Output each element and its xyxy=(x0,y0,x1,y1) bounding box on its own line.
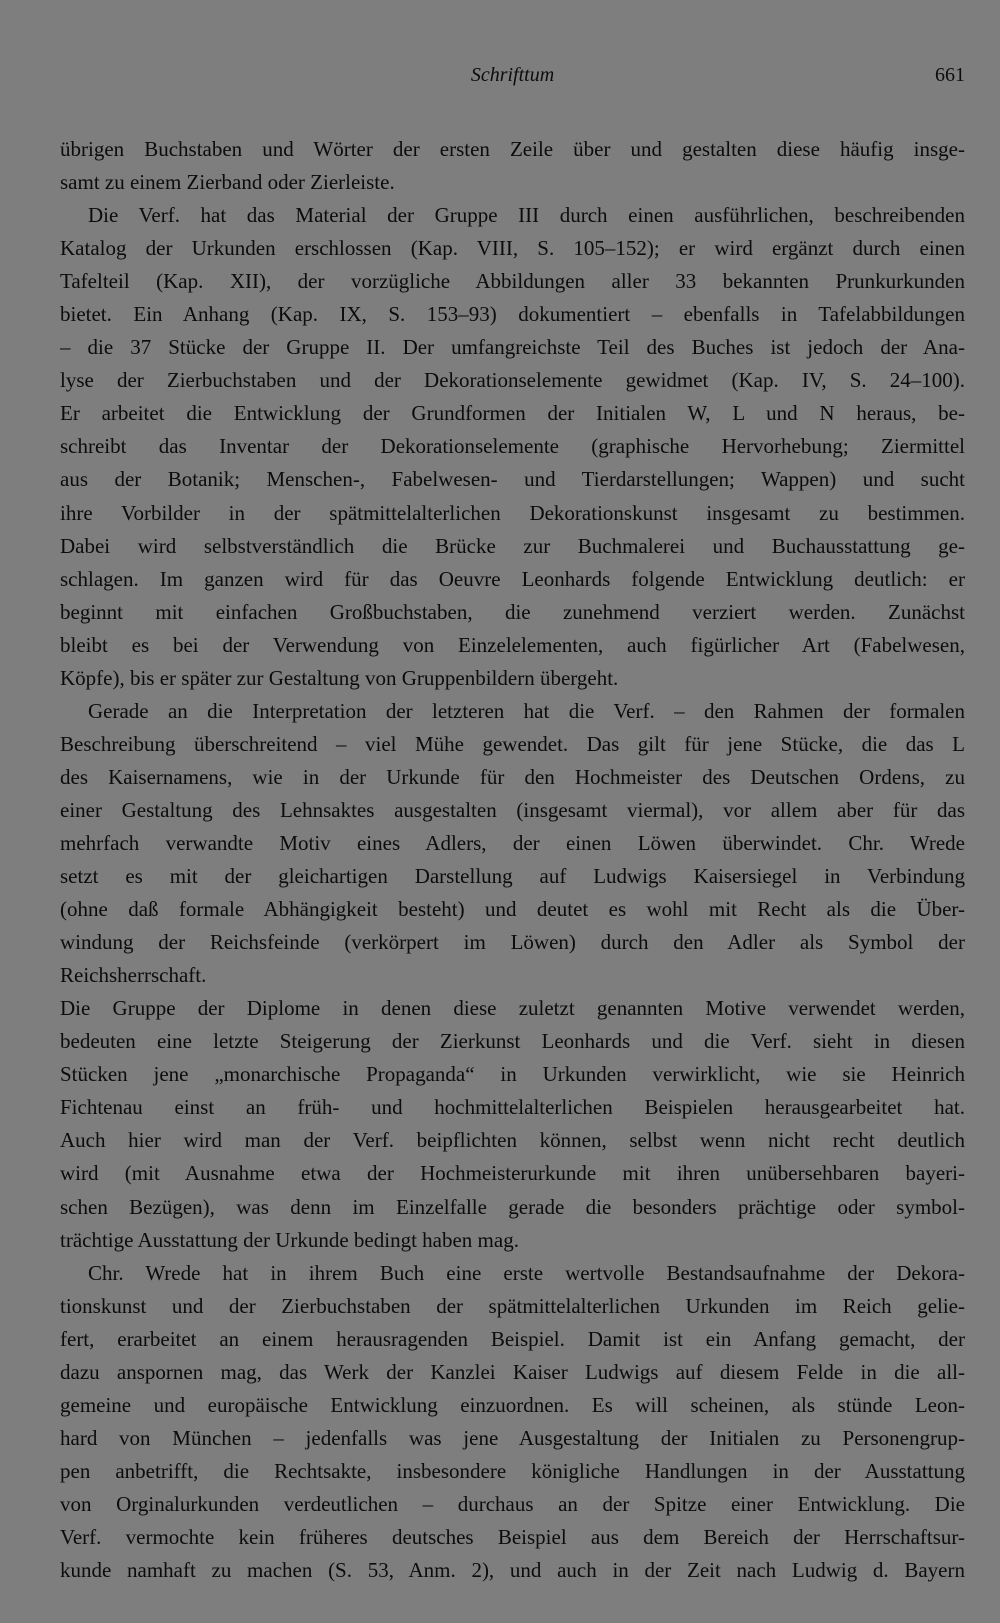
text-line: Fichtenau einst an früh- und hochmittelalterlichen Beispielen herausgearbeitet hat. xyxy=(60,1095,965,1120)
text-line: Gerade an die Interpretation der letzteren hat die Verf. – den Rahmen der formalen xyxy=(88,698,965,723)
text-line: Verf. vermochte kein früheres deutsches Beispiel aus dem Bereich der Herrschaftsur- xyxy=(60,1524,965,1549)
text-line: des Kaisernamens, wie in der Urkunde für den Hochmeister des Deutschen Ordens, zu xyxy=(60,764,965,789)
text-line: Auch hier wird man der Verf. beipflichten können, selbst wenn nicht recht deutlich xyxy=(60,1128,965,1153)
text-line: hard von München – jedenfalls was jene Ausgestaltung der Initialen zu Personengrup- xyxy=(60,1425,965,1450)
text-line: Er arbeitet die Entwicklung der Grundformen der Initialen W, L und N heraus, be- xyxy=(60,401,965,426)
text-line: bietet. Ein Anhang (Kap. IX, S. 153–93) dokumentiert – ebenfalls in Tafelabbildungen xyxy=(60,302,965,327)
text-line: Die Gruppe der Diplome in denen diese zuletzt genannten Motive verwendet werden, xyxy=(60,996,965,1021)
text-line: Stücken jene „monarchische Propaganda“ in Urkunden verwirklicht, wie sie Heinrich xyxy=(60,1062,965,1087)
text-line: Dabei wird selbstverständlich die Brücke zur Buchmalerei und Buchausstattung ge- xyxy=(60,533,965,558)
page-header xyxy=(60,64,965,100)
text-line: – die 37 Stücke der Gruppe II. Der umfangreichste Teil des Buches ist jedoch der Ana- xyxy=(60,335,965,360)
text-line: beginnt mit einfachen Großbuchstaben, die zunehmend verziert werden. Zunächst xyxy=(60,599,965,624)
text-line: Köpfe), bis er später zur Gestaltung von Gruppenbildern übergeht. xyxy=(60,665,619,690)
text-line: gemeine und europäische Entwicklung einzuordnen. Es will scheinen, als stünde Leon- xyxy=(60,1392,965,1417)
text-line: Tafelteil (Kap. XII), der vorzügliche Abbildungen aller 33 bekannten Prunkurkunden xyxy=(60,269,965,294)
text-line: Chr. Wrede hat in ihrem Buch eine erste wertvolle Bestandsaufnahme der Dekora- xyxy=(88,1260,965,1285)
text-line: wird (mit Ausnahme etwa der Hochmeisterurkunde mit ihren unübersehbaren bayeri- xyxy=(60,1161,965,1186)
text-line: schreibt das Inventar der Dekorationselemente (graphische Hervorhebung; Ziermittel xyxy=(60,434,965,459)
text-line: Die Verf. hat das Material der Gruppe III durch einen ausführlichen, beschreibenden xyxy=(88,203,965,228)
text-line: samt zu einem Zierband oder Zierleiste. xyxy=(60,170,395,195)
text-line: von Orginalurkunden verdeutlichen – durchaus an der Spitze einer Entwicklung. Die xyxy=(60,1491,965,1516)
text-line: Beschreibung überschreitend – viel Mühe gewendet. Das gilt für jene Stücke, die das L xyxy=(60,731,965,756)
text-line: Reichsherrschaft. xyxy=(60,963,207,988)
body-text xyxy=(60,133,965,1587)
text-line: tionskunst und der Zierbuchstaben der spätmittelalterlichen Urkunden im Reich gelie- xyxy=(60,1293,965,1318)
text-line: setzt es mit der gleichartigen Darstellung auf Ludwigs Kaisersiegel in Verbindung xyxy=(60,864,965,889)
text-line: schen Bezügen), was denn im Einzelfalle gerade die besonders prächtige oder symbol- xyxy=(60,1194,965,1219)
text-line: windung der Reichsfeinde (verkörpert im Löwen) durch den Adler als Symbol der xyxy=(60,930,965,955)
text-line: ihre Vorbilder in der spätmittelalterlichen Dekorationskunst insgesamt zu bestimmen. xyxy=(60,500,965,525)
text-line: trächtige Ausstattung der Urkunde bedingt haben mag. xyxy=(60,1227,519,1252)
running-title: Schrifttum xyxy=(470,64,555,86)
text-line: (ohne daß formale Abhängigkeit besteht) und deutet es wohl mit Recht als die Über- xyxy=(60,897,965,922)
text-line: bedeuten eine letzte Steigerung der Zierkunst Leonhards und die Verf. sieht in diesen xyxy=(60,1029,965,1054)
page-number: 661 xyxy=(935,64,965,86)
text-line: schlagen. Im ganzen wird für das Oeuvre Leonhards folgende Entwicklung deutlich: er xyxy=(60,566,965,591)
text-line: aus der Botanik; Menschen-, Fabelwesen- und Tierdarstellungen; Wappen) und sucht xyxy=(60,467,965,492)
text-line: übrigen Buchstaben und Wörter der ersten Zeile über und gestalten diese häufig insge- xyxy=(60,137,965,161)
text-line: einer Gestaltung des Lehnsaktes ausgestalten (insgesamt viermal), vor allem aber für das xyxy=(60,797,965,822)
text-line: bleibt es bei der Verwendung von Einzelelementen, auch figürlicher Art (Fabelwesen, xyxy=(60,632,965,657)
text-line: lyse der Zierbuchstaben und der Dekorationselemente gewidmet (Kap. IV, S. 24–100). xyxy=(60,368,965,393)
text-line: mehrfach verwandte Motiv eines Adlers, der einen Löwen überwindet. Chr. Wrede xyxy=(60,830,965,855)
text-line: kunde namhaft zu machen (S. 53, Anm. 2), und auch in der Zeit nach Ludwig d. Bayern xyxy=(60,1558,965,1583)
text-line: dazu anspornen mag, das Werk der Kanzlei Kaiser Ludwigs auf diesem Felde in die all- xyxy=(60,1359,965,1384)
text-line: Katalog der Urkunden erschlossen (Kap. VIII, S. 105–152); er wird ergänzt durch einen xyxy=(60,236,965,261)
text-line: fert, erarbeitet an einem herausragenden Beispiel. Damit ist ein Anfang gemacht, der xyxy=(60,1326,965,1351)
text-line: pen anbetrifft, die Rechtsakte, insbesondere königliche Handlungen in der Ausstattung xyxy=(60,1458,965,1483)
